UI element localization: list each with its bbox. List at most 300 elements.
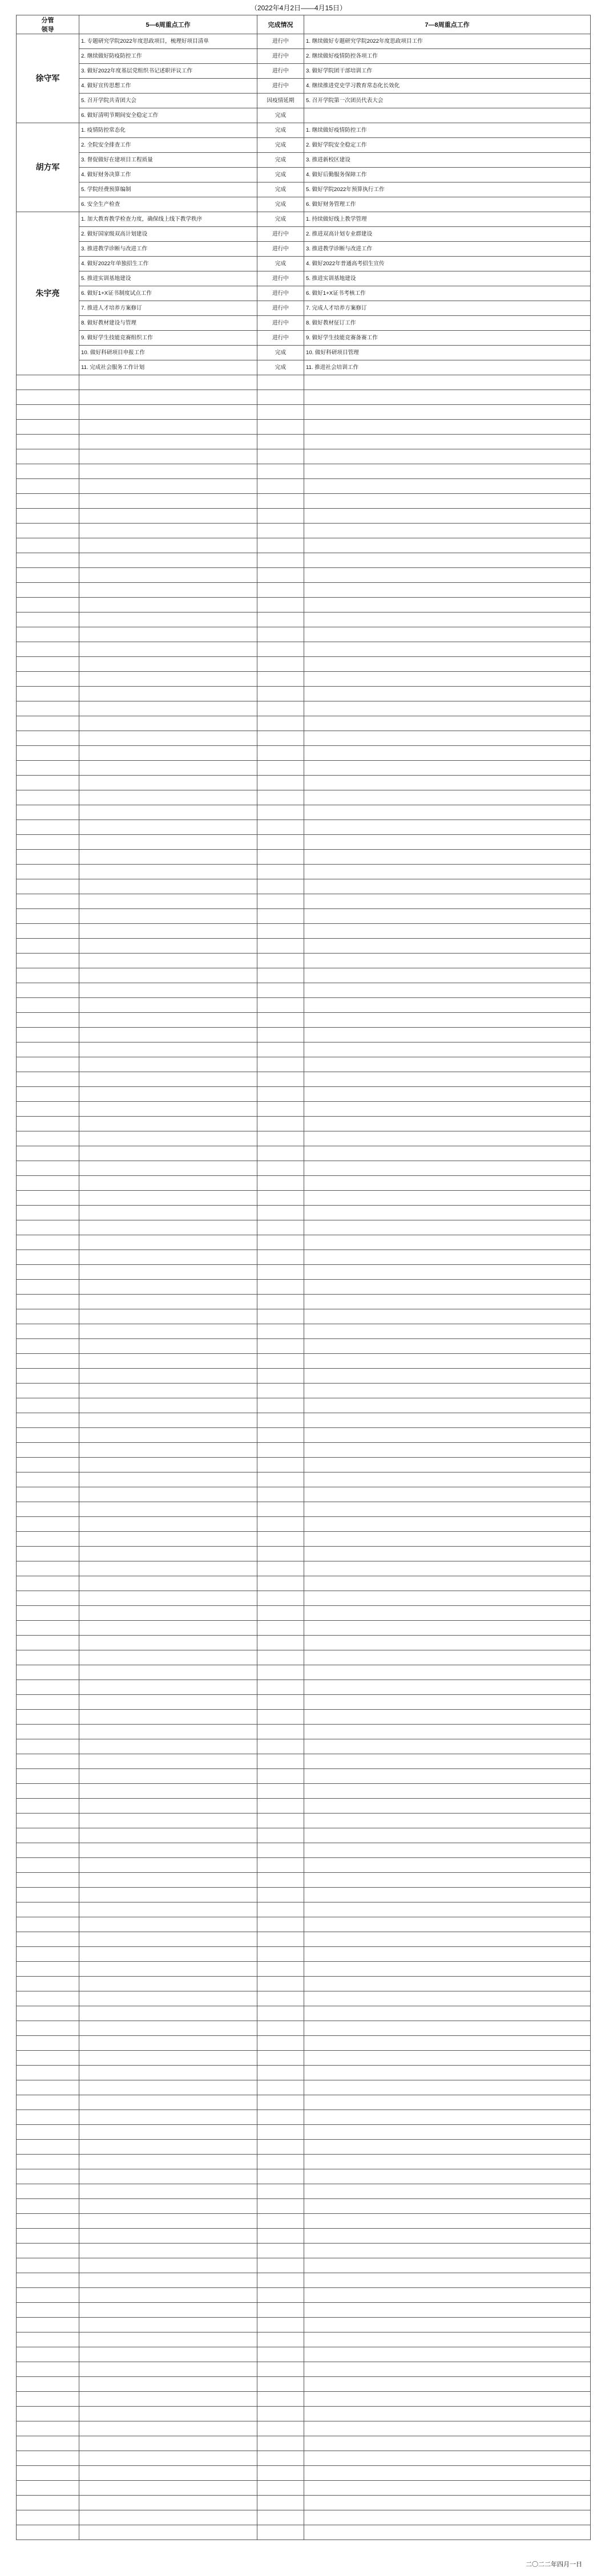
empty-cell <box>17 2288 79 2303</box>
empty-row <box>17 435 591 449</box>
empty-row <box>17 1102 591 1117</box>
empty-row <box>17 464 591 479</box>
empty-cell <box>17 2466 79 2481</box>
empty-cell <box>79 2481 257 2496</box>
empty-cell <box>79 701 257 716</box>
empty-cell <box>79 1339 257 1354</box>
task-status: 进行中 <box>257 227 304 242</box>
empty-row <box>17 1947 591 1962</box>
empty-row <box>17 2392 591 2407</box>
table-row <box>17 79 591 94</box>
empty-cell <box>257 1191 304 1206</box>
empty-cell <box>17 1472 79 1487</box>
empty-cell <box>17 1769 79 1784</box>
empty-cell <box>79 1636 257 1650</box>
empty-cell <box>257 1784 304 1799</box>
empty-row <box>17 776 591 790</box>
empty-cell <box>304 805 591 820</box>
period2-task: 3. 推进教学诊断与改进工作 <box>304 242 591 257</box>
empty-cell <box>304 1028 591 1042</box>
empty-cell <box>17 1725 79 1739</box>
empty-cell <box>79 983 257 998</box>
empty-cell <box>17 954 79 968</box>
empty-cell <box>79 1369 257 1384</box>
empty-cell <box>304 820 591 835</box>
empty-row <box>17 701 591 716</box>
empty-cell <box>79 1458 257 1472</box>
empty-cell <box>304 1487 591 1502</box>
empty-cell <box>304 1532 591 1547</box>
empty-cell <box>304 2362 591 2377</box>
empty-cell <box>257 2140 304 2155</box>
empty-cell <box>304 1517 591 1532</box>
empty-cell <box>79 835 257 850</box>
empty-cell <box>304 2436 591 2451</box>
empty-row <box>17 1517 591 1532</box>
period1-task: 1. 加大教育教学检查力度，确保线上线下教学秩序 <box>79 212 257 227</box>
empty-row <box>17 1665 591 1680</box>
empty-cell <box>304 850 591 865</box>
empty-cell <box>257 1206 304 1220</box>
empty-cell <box>257 672 304 687</box>
empty-cell <box>79 1991 257 2006</box>
empty-cell <box>79 2125 257 2140</box>
empty-cell <box>304 1265 591 1280</box>
empty-cell <box>79 1428 257 1443</box>
empty-row <box>17 420 591 435</box>
empty-cell <box>257 1947 304 1962</box>
empty-cell <box>79 1621 257 1636</box>
empty-cell <box>17 449 79 464</box>
empty-cell <box>79 746 257 761</box>
table-row <box>17 34 591 49</box>
empty-cell <box>17 2066 79 2080</box>
empty-cell <box>79 1472 257 1487</box>
empty-cell <box>304 1161 591 1176</box>
empty-cell <box>79 1814 257 1828</box>
empty-cell <box>304 1072 591 1087</box>
empty-cell <box>79 1102 257 1117</box>
empty-cell <box>17 2080 79 2095</box>
empty-cell <box>79 850 257 865</box>
empty-cell <box>17 2436 79 2451</box>
empty-cell <box>79 1769 257 1784</box>
empty-cell <box>257 1561 304 1576</box>
empty-cell <box>257 1710 304 1725</box>
empty-cell <box>257 1843 304 1858</box>
empty-cell <box>304 464 591 479</box>
task-status: 进行中 <box>257 49 304 64</box>
empty-cell <box>257 1991 304 2006</box>
empty-cell <box>79 2110 257 2125</box>
empty-cell <box>79 1650 257 1665</box>
empty-cell <box>79 2184 257 2199</box>
empty-cell <box>257 375 304 390</box>
empty-cell <box>79 1754 257 1769</box>
empty-cell <box>257 2288 304 2303</box>
empty-row <box>17 879 591 894</box>
empty-cell <box>304 2347 591 2362</box>
task-status: 完成 <box>257 197 304 212</box>
empty-cell <box>304 879 591 894</box>
empty-row <box>17 2214 591 2229</box>
empty-cell <box>304 2407 591 2421</box>
empty-row <box>17 1220 591 1235</box>
empty-cell <box>79 1161 257 1176</box>
empty-cell <box>17 1502 79 1517</box>
empty-cell <box>304 657 591 672</box>
empty-row <box>17 1265 591 1280</box>
empty-cell <box>257 1591 304 1606</box>
empty-cell <box>17 2155 79 2169</box>
period2-task: 10. 做好科研项目管理 <box>304 346 591 360</box>
period2-task: 3. 做好学院团干部培训工作 <box>304 64 591 79</box>
empty-row <box>17 1472 591 1487</box>
task-status: 进行中 <box>257 242 304 257</box>
empty-cell <box>17 1042 79 1057</box>
empty-cell <box>304 2036 591 2051</box>
empty-cell <box>79 1443 257 1458</box>
empty-cell <box>304 924 591 939</box>
period2-task: 6. 做好财务管理工作 <box>304 197 591 212</box>
empty-cell <box>304 1680 591 1695</box>
empty-cell <box>79 1902 257 1917</box>
empty-row <box>17 1057 591 1072</box>
empty-row <box>17 1235 591 1250</box>
empty-row <box>17 716 591 731</box>
empty-cell <box>17 1384 79 1398</box>
empty-cell <box>304 583 591 598</box>
empty-row <box>17 2318 591 2332</box>
empty-cell <box>17 509 79 524</box>
empty-cell <box>17 1754 79 1769</box>
empty-cell <box>79 2051 257 2066</box>
empty-cell <box>79 657 257 672</box>
empty-cell <box>17 2362 79 2377</box>
empty-cell <box>304 1206 591 1220</box>
empty-row <box>17 2288 591 2303</box>
task-status: 进行中 <box>257 301 304 316</box>
empty-cell <box>79 1295 257 1309</box>
empty-cell <box>79 1725 257 1739</box>
empty-cell <box>257 1977 304 1991</box>
task-status: 完成 <box>257 182 304 197</box>
empty-cell <box>17 1932 79 1947</box>
empty-cell <box>79 1739 257 1754</box>
empty-cell <box>304 390 591 405</box>
table-row <box>17 271 591 286</box>
empty-cell <box>304 627 591 642</box>
empty-cell <box>79 865 257 879</box>
empty-cell <box>79 1235 257 1250</box>
empty-row <box>17 2036 591 2051</box>
period1-task: 3. 推进教学诊断与改进工作 <box>79 242 257 257</box>
empty-row <box>17 731 591 746</box>
empty-row <box>17 820 591 835</box>
period2-task: 6. 做好1+X证书考核工作 <box>304 286 591 301</box>
empty-cell <box>257 1858 304 1873</box>
empty-cell <box>304 2273 591 2288</box>
empty-row <box>17 2021 591 2036</box>
empty-cell <box>304 1902 591 1917</box>
empty-cell <box>304 790 591 805</box>
empty-cell <box>79 1888 257 1902</box>
empty-cell <box>79 1532 257 1547</box>
empty-cell <box>257 2095 304 2110</box>
period1-task: 3. 做好2022年度基层党组织书记述职评议工作 <box>79 64 257 79</box>
empty-cell <box>17 1576 79 1591</box>
empty-cell <box>304 716 591 731</box>
empty-cell <box>17 2303 79 2318</box>
period1-task: 2. 做好国家级双高计划建设 <box>79 227 257 242</box>
empty-row <box>17 2110 591 2125</box>
empty-cell <box>79 2169 257 2184</box>
empty-row <box>17 2169 591 2184</box>
empty-cell <box>257 746 304 761</box>
empty-row <box>17 612 591 627</box>
empty-row <box>17 1858 591 1873</box>
empty-row <box>17 2332 591 2347</box>
empty-cell <box>257 2347 304 2362</box>
empty-cell <box>79 1947 257 1962</box>
empty-cell <box>17 1487 79 1502</box>
empty-cell <box>79 776 257 790</box>
empty-row <box>17 983 591 998</box>
empty-row <box>17 1576 591 1591</box>
empty-cell <box>79 1932 257 1947</box>
empty-cell <box>79 1324 257 1339</box>
empty-cell <box>17 642 79 657</box>
empty-row <box>17 835 591 850</box>
empty-cell <box>304 375 591 390</box>
empty-cell <box>17 879 79 894</box>
empty-cell <box>257 1265 304 1280</box>
empty-cell <box>257 2006 304 2021</box>
empty-row <box>17 1502 591 1517</box>
empty-cell <box>304 598 591 612</box>
empty-cell <box>17 805 79 820</box>
empty-cell <box>79 2140 257 2155</box>
empty-cell <box>257 2184 304 2199</box>
empty-cell <box>304 1220 591 1235</box>
empty-cell <box>17 1443 79 1458</box>
empty-cell <box>17 2510 79 2525</box>
empty-cell <box>79 879 257 894</box>
period1-task: 6. 做好清明节期间安全稳定工作 <box>79 108 257 123</box>
empty-cell <box>304 1102 591 1117</box>
empty-cell <box>17 776 79 790</box>
empty-cell <box>79 524 257 538</box>
empty-cell <box>257 1413 304 1428</box>
empty-cell <box>17 1117 79 1131</box>
empty-cell <box>17 687 79 701</box>
empty-cell <box>304 420 591 435</box>
empty-cell <box>257 1769 304 1784</box>
empty-cell <box>17 1295 79 1309</box>
empty-row <box>17 1131 591 1146</box>
task-status: 完成 <box>257 153 304 168</box>
empty-cell <box>79 805 257 820</box>
empty-cell <box>17 1324 79 1339</box>
task-status: 进行中 <box>257 286 304 301</box>
empty-row <box>17 2051 591 2066</box>
empty-cell <box>17 2140 79 2155</box>
empty-cell <box>304 2258 591 2273</box>
empty-cell <box>304 1428 591 1443</box>
empty-cell <box>304 1117 591 1131</box>
empty-cell <box>17 1591 79 1606</box>
work-schedule-table <box>16 15 591 2540</box>
empty-row <box>17 1739 591 1754</box>
period1-task: 1. 专题研究学院2022年度思政项目，梳理好项目清单 <box>79 34 257 49</box>
period1-task: 7. 推进人才培养方案修订 <box>79 301 257 316</box>
empty-cell <box>17 2095 79 2110</box>
empty-cell <box>257 1250 304 1265</box>
empty-cell <box>257 1814 304 1828</box>
empty-cell <box>257 494 304 509</box>
empty-cell <box>304 1695 591 1710</box>
empty-cell <box>304 1977 591 1991</box>
empty-cell <box>17 865 79 879</box>
empty-cell <box>257 2021 304 2036</box>
table-row <box>17 123 591 138</box>
empty-cell <box>257 1072 304 1087</box>
empty-row <box>17 1413 591 1428</box>
empty-cell <box>304 1962 591 1977</box>
empty-cell <box>257 1754 304 1769</box>
empty-cell <box>17 1799 79 1814</box>
empty-row <box>17 1309 591 1324</box>
empty-cell <box>304 2392 591 2407</box>
period2-task: 9. 做好学生技能竞赛备赛工作 <box>304 331 591 346</box>
empty-cell <box>17 672 79 687</box>
empty-cell <box>17 2451 79 2466</box>
empty-cell <box>257 598 304 612</box>
empty-cell <box>79 1309 257 1324</box>
empty-cell <box>304 1873 591 1888</box>
empty-cell <box>257 1117 304 1131</box>
empty-cell <box>257 850 304 865</box>
empty-cell <box>304 405 591 420</box>
empty-row <box>17 2006 591 2021</box>
empty-cell <box>17 731 79 746</box>
empty-cell <box>17 1220 79 1235</box>
empty-cell <box>17 790 79 805</box>
empty-cell <box>257 2199 304 2214</box>
empty-cell <box>257 627 304 642</box>
empty-row <box>17 2436 591 2451</box>
empty-cell <box>79 1828 257 1843</box>
table-row <box>17 301 591 316</box>
empty-cell <box>17 701 79 716</box>
empty-row <box>17 553 591 568</box>
empty-cell <box>17 924 79 939</box>
empty-cell <box>17 1858 79 1873</box>
empty-cell <box>304 2244 591 2258</box>
empty-cell <box>257 479 304 494</box>
empty-cell <box>257 1458 304 1472</box>
period1-task: 3. 督促做好在建项目工程质量 <box>79 153 257 168</box>
empty-row <box>17 954 591 968</box>
empty-cell <box>257 2510 304 2525</box>
empty-cell <box>304 1502 591 1517</box>
empty-cell <box>79 924 257 939</box>
empty-cell <box>79 1280 257 1295</box>
empty-row <box>17 790 591 805</box>
empty-cell <box>17 612 79 627</box>
empty-cell <box>17 2244 79 2258</box>
empty-cell <box>257 1680 304 1695</box>
empty-row <box>17 583 591 598</box>
empty-row <box>17 524 591 538</box>
empty-cell <box>257 2125 304 2140</box>
empty-cell <box>304 2451 591 2466</box>
empty-cell <box>79 1413 257 1428</box>
table-row <box>17 286 591 301</box>
empty-cell <box>17 2229 79 2244</box>
empty-cell <box>257 1295 304 1309</box>
task-status: 进行中 <box>257 271 304 286</box>
empty-cell <box>17 494 79 509</box>
empty-cell <box>79 390 257 405</box>
empty-cell <box>17 909 79 924</box>
empty-cell <box>304 1443 591 1458</box>
empty-cell <box>79 2036 257 2051</box>
table-row <box>17 242 591 257</box>
empty-row <box>17 2466 591 2481</box>
empty-cell <box>79 479 257 494</box>
period2-task: 2. 做好学院安全稳定工作 <box>304 138 591 153</box>
empty-cell <box>304 2199 591 2214</box>
empty-cell <box>304 1784 591 1799</box>
empty-row <box>17 568 591 583</box>
empty-row <box>17 1977 591 1991</box>
empty-cell <box>17 894 79 909</box>
empty-cell <box>304 1769 591 1784</box>
empty-cell <box>17 627 79 642</box>
empty-cell <box>304 2318 591 2332</box>
empty-cell <box>257 909 304 924</box>
empty-cell <box>17 2347 79 2362</box>
empty-cell <box>304 983 591 998</box>
empty-cell <box>17 1458 79 1472</box>
empty-row <box>17 494 591 509</box>
empty-row <box>17 1547 591 1561</box>
empty-cell <box>257 1146 304 1161</box>
empty-cell <box>79 1398 257 1413</box>
empty-cell <box>257 1902 304 1917</box>
empty-cell <box>17 1843 79 1858</box>
empty-row <box>17 1606 591 1621</box>
empty-cell <box>17 850 79 865</box>
empty-cell <box>257 1131 304 1146</box>
empty-cell <box>17 1413 79 1428</box>
empty-cell <box>17 968 79 983</box>
empty-row <box>17 1843 591 1858</box>
empty-cell <box>17 1710 79 1725</box>
empty-row <box>17 449 591 464</box>
empty-cell <box>257 1384 304 1398</box>
empty-row <box>17 1902 591 1917</box>
empty-cell <box>257 1235 304 1250</box>
empty-row <box>17 2510 591 2525</box>
empty-cell <box>17 479 79 494</box>
empty-cell <box>257 835 304 850</box>
empty-cell <box>17 835 79 850</box>
empty-cell <box>304 1621 591 1636</box>
empty-cell <box>257 1576 304 1591</box>
empty-cell <box>304 1295 591 1309</box>
